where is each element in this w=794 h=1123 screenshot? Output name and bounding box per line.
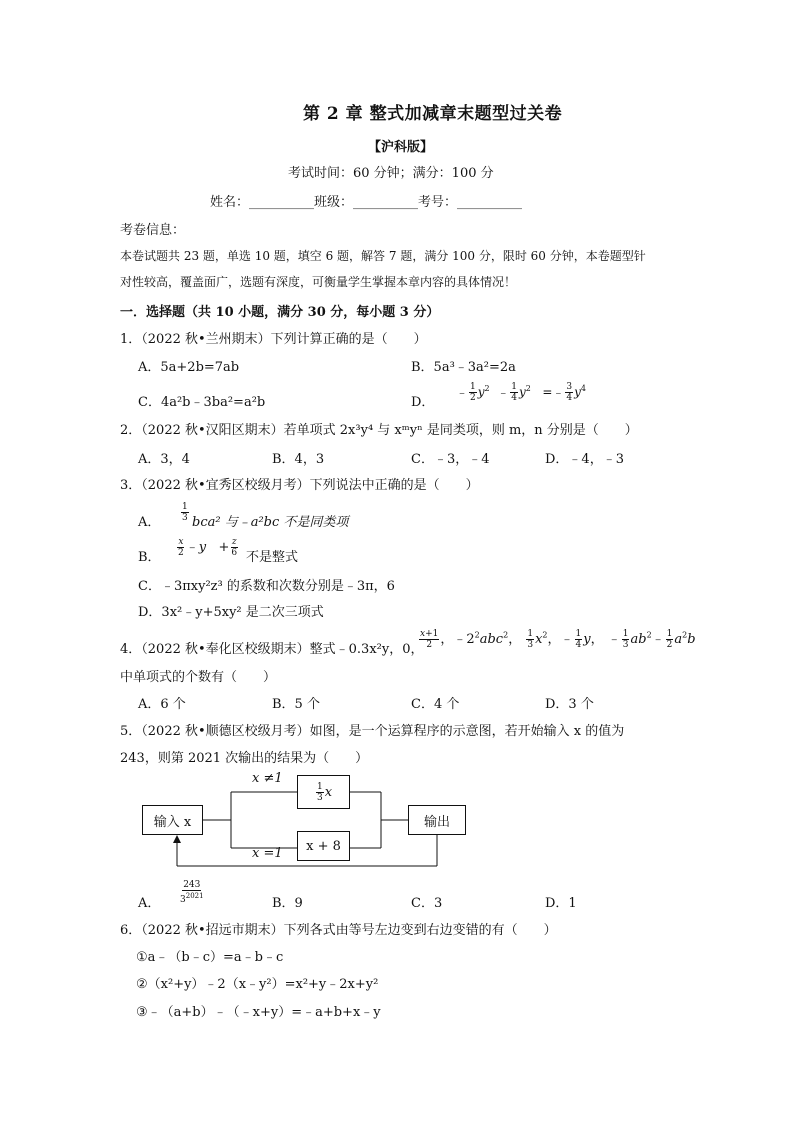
question-3-option-a-text: bca² 与﹣a²bc 不是同类项 bbox=[192, 515, 349, 530]
option-a-denominator: 3 bbox=[180, 895, 186, 905]
question-3-option-b-label: B． bbox=[138, 550, 161, 565]
question-4-option-d: D．3 个 bbox=[545, 697, 594, 712]
exam-info: 考试时间：60 分钟；满分：100 分 bbox=[288, 166, 494, 181]
question-1-option-b: B．5a³﹣3a²=2a bbox=[411, 360, 516, 375]
question-3-option-a-fraction: $\frac{1}{3}$ bbox=[182, 502, 188, 523]
question-5-option-d: D．1 bbox=[545, 896, 577, 911]
page-title: 第 2 章 整式加减章末题型过关卷 bbox=[303, 104, 563, 124]
question-4-stem-tail: 中单项式的个数有（ ） bbox=[120, 670, 277, 685]
question-1-option-d-formula: ﹣ $\frac{1}{2}$ $y^2$ ﹣ $\frac{1}{4}$ $y^2$ =﹣ $\frac{3}{4}$ $y^4$ bbox=[456, 382, 586, 403]
flow-output-box bbox=[408, 805, 466, 835]
flow-output-label: 输出 bbox=[423, 814, 450, 830]
question-4-expressions: $\frac{x+1}{2}$ ，$﹣2^2abc^2$， $\frac{1}{3}$ $x^2$，﹣ $\frac{1}{4}$ y， ﹣ $\frac{1}{3}$ $ab^2﹣$ $\frac{1}{2}$ $a^2b$ bbox=[420, 629, 696, 650]
question-5-stem-line-2: 243，则第 2021 次输出的结果为（ ） bbox=[120, 751, 369, 766]
option-a-numerator: 243 bbox=[183, 880, 201, 890]
question-5-option-c: C．3 bbox=[411, 896, 443, 911]
question-3-stem: 3．（2022 秋•宜秀区校级月考）下列说法中正确的是（ ） bbox=[120, 478, 479, 493]
option-a-exponent: 2021 bbox=[185, 892, 204, 900]
question-2-option-d: D．﹣4，﹣3 bbox=[545, 452, 624, 467]
flow-input-label: 输入 x bbox=[153, 814, 192, 830]
question-1-option-c: C．4a²b﹣3ba²=a²b bbox=[138, 395, 266, 410]
question-6-item-1: ①a﹣（b﹣c）=a﹣b﹣c bbox=[136, 950, 284, 965]
program-flowchart bbox=[140, 768, 480, 872]
flow-box-divide-fraction: $\frac{1}{3}$ bbox=[316, 781, 323, 803]
flow-condition-not-one: x ≠1 bbox=[252, 771, 283, 786]
question-6-item-2: ②（x²+y）﹣2（x﹣y²）=x²+y﹣2x+y² bbox=[136, 977, 379, 992]
flow-box-add bbox=[297, 831, 350, 861]
question-2-stem: 2．（2022 秋•汉阳区期末）若单项式 2x³y⁴ 与 xᵐyⁿ 是同类项，则 m，n 分别是（ ） bbox=[120, 423, 638, 438]
question-6-stem: 6．（2022 秋•招远市期末）下列各式由等号左边变到右边变错的有（ ） bbox=[120, 923, 557, 938]
student-info-line: 姓名：__________班级：__________考号：__________ bbox=[210, 195, 523, 210]
question-4-option-a: A．6 个 bbox=[138, 697, 186, 712]
question-4-option-c: C．4 个 bbox=[411, 697, 460, 712]
question-4-option-b: B．5 个 bbox=[272, 697, 320, 712]
question-3-option-b-formula: $\frac{x}{2}$ ﹣y + $\frac{z}{6}$ bbox=[178, 537, 238, 558]
question-3-option-d: D．3x²﹣y+5xy² 是二次三项式 bbox=[138, 605, 324, 620]
question-5-option-a-label: A． bbox=[138, 896, 161, 911]
question-1-option-a: A．5a+2b=7ab bbox=[138, 360, 240, 375]
flow-box-divide bbox=[297, 775, 350, 809]
question-3-option-b-text: 不是整式 bbox=[246, 550, 299, 565]
edition-label: 【沪科版】 bbox=[368, 140, 434, 155]
flow-input-box bbox=[142, 805, 203, 835]
section-heading: 一．选择题（共 10 小题，满分 30 分，每小题 3 分） bbox=[120, 305, 440, 320]
question-4-stem-prefix: 4．（2022 秋•奉化区校级期末）整式﹣0.3x²y，0， bbox=[120, 642, 424, 657]
question-3-option-a-label: A． bbox=[138, 515, 161, 530]
question-2-option-c: C．﹣3，﹣4 bbox=[411, 452, 490, 467]
notice-label: 考卷信息： bbox=[120, 223, 186, 238]
question-2-option-a: A．3，4 bbox=[138, 452, 190, 467]
question-5-option-a-fraction bbox=[178, 880, 206, 905]
notice-line-2: 对性较高，覆盖面广，选题有深度，可衡量学生掌握本章内容的具体情况！ bbox=[120, 275, 517, 289]
flow-box-add-label: x + 8 bbox=[306, 838, 341, 854]
question-5-option-b: B．9 bbox=[272, 896, 303, 911]
question-1-stem: 1．（2022 秋•兰州期末）下列计算正确的是（ ） bbox=[120, 332, 427, 347]
question-3-option-c: C．﹣3πxy²z³ 的系数和次数分别是﹣3π，6 bbox=[138, 579, 395, 594]
question-1-option-d-label: D． bbox=[411, 395, 435, 410]
question-5-stem-line-1: 5．（2022 秋•顺德区校级月考）如图，是一个运算程序的示意图，若开始输入 x 的值为 bbox=[120, 724, 625, 739]
flow-condition-one: x =1 bbox=[252, 846, 283, 861]
flow-box-divide-variable: x bbox=[324, 784, 333, 800]
question-2-option-b: B．4，3 bbox=[272, 452, 325, 467]
question-6-item-3: ③﹣（a+b）﹣（﹣x+y）=﹣a+b+x﹣y bbox=[136, 1005, 381, 1020]
notice-line-1: 本卷试题共 23 题，单选 10 题，填空 6 题，解答 7 题，满分 100 分，限时 60 分钟，本卷题型针 bbox=[120, 249, 646, 263]
